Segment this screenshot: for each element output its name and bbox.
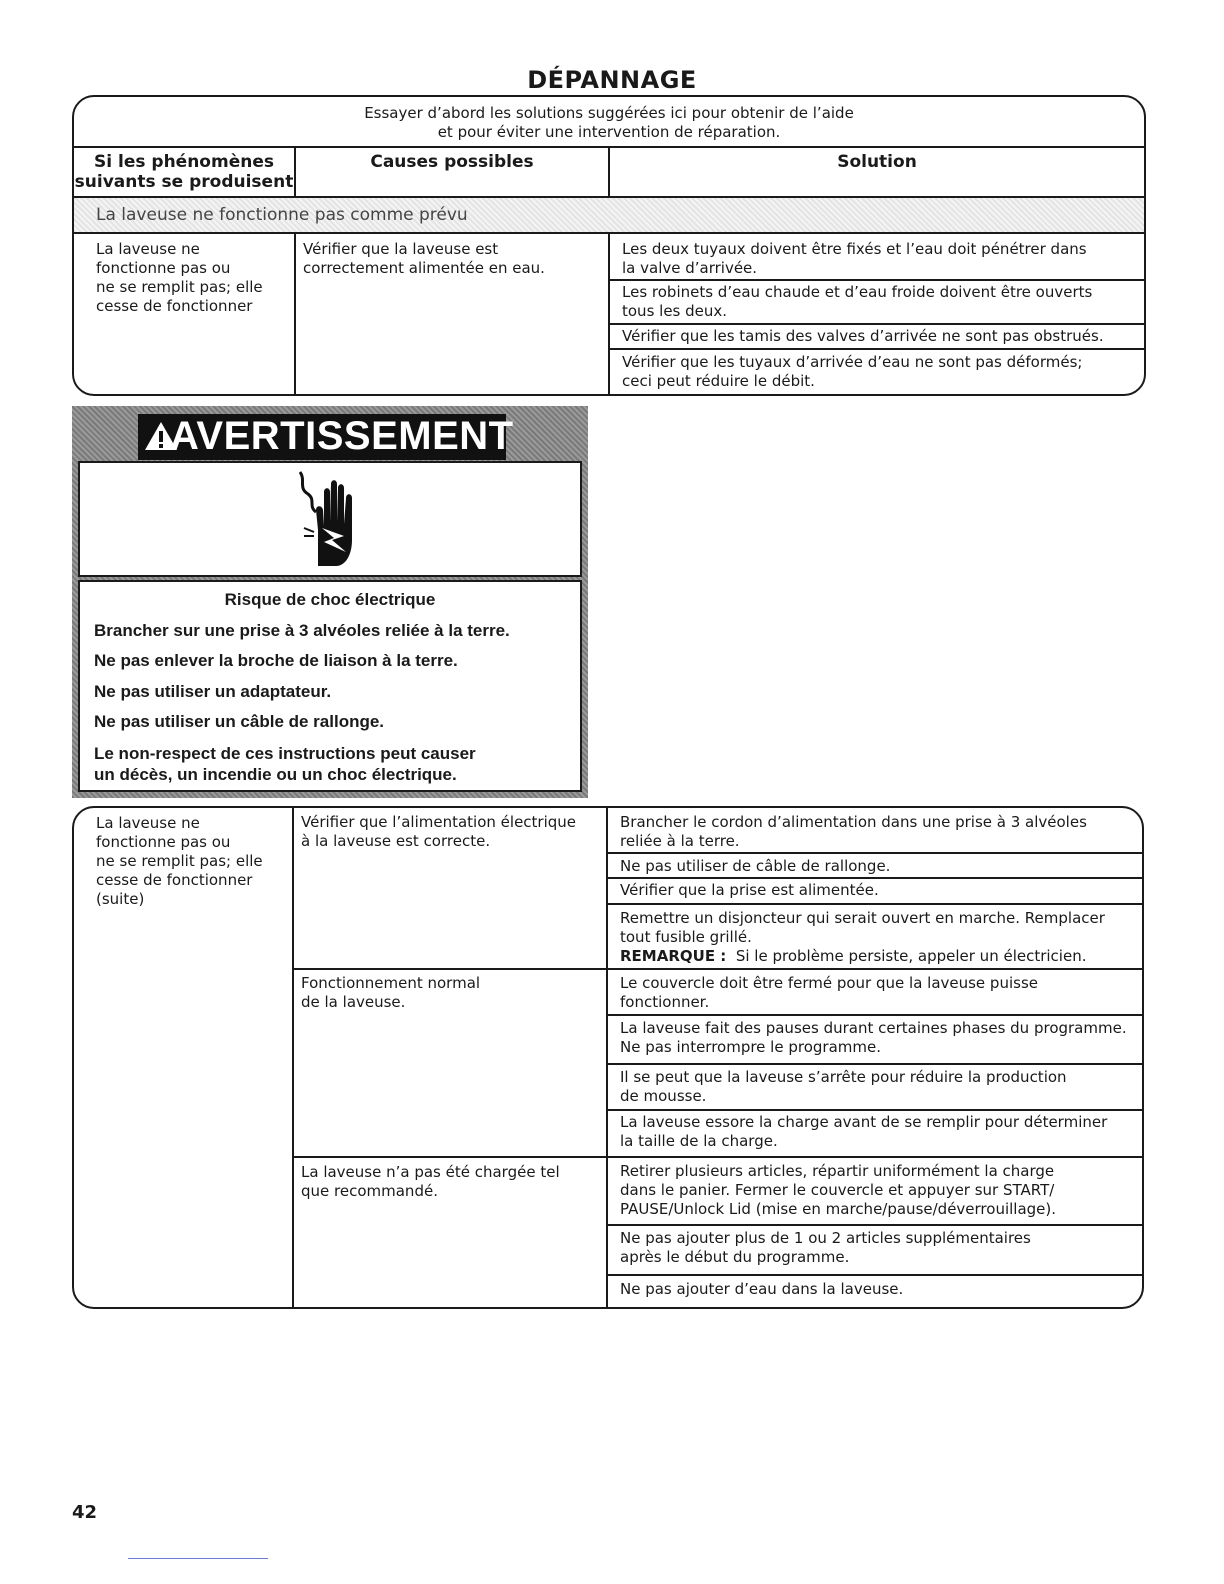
col-divider-1: [292, 806, 294, 1309]
solution-row: Il se peut que la laveuse s’arrête pour réduire la production de mousse.: [620, 1068, 1067, 1105]
solution-row: Ne pas utiliser de câble de rallonge.: [620, 857, 891, 875]
group-rule: [294, 1156, 1144, 1158]
problem-cell: La laveuse ne fonctionne pas ou ne se remplit pas; elle cesse de fonctionner: [96, 240, 263, 315]
row-rule: [608, 877, 1144, 879]
warning-line: Ne pas utiliser un câble de rallonge.: [94, 712, 385, 731]
row-rule: [608, 903, 1144, 905]
remark-label: REMARQUE :: [620, 947, 727, 965]
cause-cell: Vérifier que la laveuse est correctement alimentée en eau.: [303, 240, 545, 277]
warning-line: Brancher sur une prise à 3 alvéoles reliée à la terre.: [94, 621, 510, 640]
solution-row: Vérifier que les tamis des valves d’arrivée ne sont pas obstrués.: [622, 327, 1104, 345]
cause-cell: Fonctionnement normal de la laveuse.: [301, 974, 481, 1011]
row-rule: [610, 279, 1144, 281]
col-divider-1: [294, 146, 296, 396]
solution-row: Brancher le cordon d’alimentation dans une prise à 3 alvéoles reliée à la terre.: [620, 813, 1087, 850]
warning-title: AVERTISSEMENT: [170, 414, 514, 458]
page-number: 42: [72, 1502, 98, 1523]
warning-consequence: Le non-respect de ces instructions peut causer un décès, un incendie ou un choc électrique.: [94, 744, 476, 784]
warning-line: Ne pas utiliser un adaptateur.: [94, 682, 332, 701]
col-header-solution: Solution: [837, 152, 917, 172]
solution-row: La laveuse essore la charge avant de se remplir pour déterminer la taille de la charge.: [620, 1113, 1108, 1150]
solution-row: La laveuse fait des pauses durant certaines phases du programme. Ne pas interrompre le programme.: [620, 1019, 1127, 1056]
solution-row: Retirer plusieurs articles, répartir uniformément la charge dans le panier. Fermer le couvercle et appuyer sur START/ PAUSE/Unlock Lid (mise en marche/pause/déverrouillage).: [620, 1162, 1057, 1218]
row-rule: [610, 348, 1144, 350]
intro-line: Essayer d’abord les solutions suggérées ici pour obtenir de l’aide: [364, 104, 854, 122]
intro-text: [72, 104, 1146, 142]
solution-row: Le couvercle doit être fermé pour que la laveuse puisse fonctionner.: [620, 974, 1038, 1011]
group-rule: [294, 968, 1144, 970]
problem-cell: La laveuse ne fonctionne pas ou ne se remplit pas; elle cesse de fonctionner (suite): [96, 814, 263, 908]
solution-row: Vérifier que la prise est alimentée.: [620, 881, 879, 899]
solution-row: Vérifier que les tuyaux d’arrivée d’eau ne sont pas déformés; ceci peut réduire le débit.: [622, 353, 1083, 390]
col-header-causes: Causes possibles: [370, 152, 534, 172]
hazard-heading: Risque de choc électrique: [224, 590, 436, 609]
intro-line: et pour éviter une intervention de réparation.: [437, 123, 781, 141]
row-rule: [608, 1224, 1144, 1226]
row-rule: [608, 1063, 1144, 1065]
col-divider-2: [608, 146, 610, 396]
band-bottom-rule: [74, 232, 1144, 234]
solution-row: Les robinets d’eau chaude et d’eau froide doivent être ouverts tous les deux.: [622, 283, 1093, 320]
section-band-label: La laveuse ne fonctionne pas comme prévu: [96, 205, 468, 225]
cause-cell: Vérifier que l’alimentation électrique à la laveuse est correcte.: [301, 813, 577, 850]
solution-row: Ne pas ajouter plus de 1 ou 2 articles supplémentaires après le début du programme.: [620, 1229, 1031, 1266]
row-rule: [608, 1014, 1144, 1016]
remark-text: Si le problème persiste, appeler un électricien.: [735, 947, 1087, 965]
cause-cell: La laveuse n’a pas été chargée tel que recommandé.: [301, 1163, 560, 1200]
warning-line: Ne pas enlever la broche de liaison à la terre.: [94, 651, 458, 670]
solution-row: Les deux tuyaux doivent être fixés et l’eau doit pénétrer dans la valve d’arrivée.: [622, 240, 1087, 277]
footer-rule: [128, 1558, 268, 1559]
row-rule: [608, 1274, 1144, 1276]
row-rule: [608, 1109, 1144, 1111]
col-divider-2: [606, 806, 608, 1309]
solution-row: Ne pas ajouter d’eau dans la laveuse.: [620, 1280, 904, 1298]
col-header-symptoms: Si les phénomènes suivants se produisent: [74, 152, 294, 192]
row-rule: [608, 852, 1144, 854]
page-title: DÉPANNAGE: [527, 66, 697, 94]
row-rule: [610, 323, 1144, 325]
solution-row: Remettre un disjoncteur qui serait ouvert en marche. Remplacer tout fusible grillé. REMARQUE : Si le problème persiste, appeler un électricien.: [620, 909, 1140, 966]
electric-shock-hand-icon: [296, 470, 364, 570]
remark-line: [620, 947, 1140, 966]
